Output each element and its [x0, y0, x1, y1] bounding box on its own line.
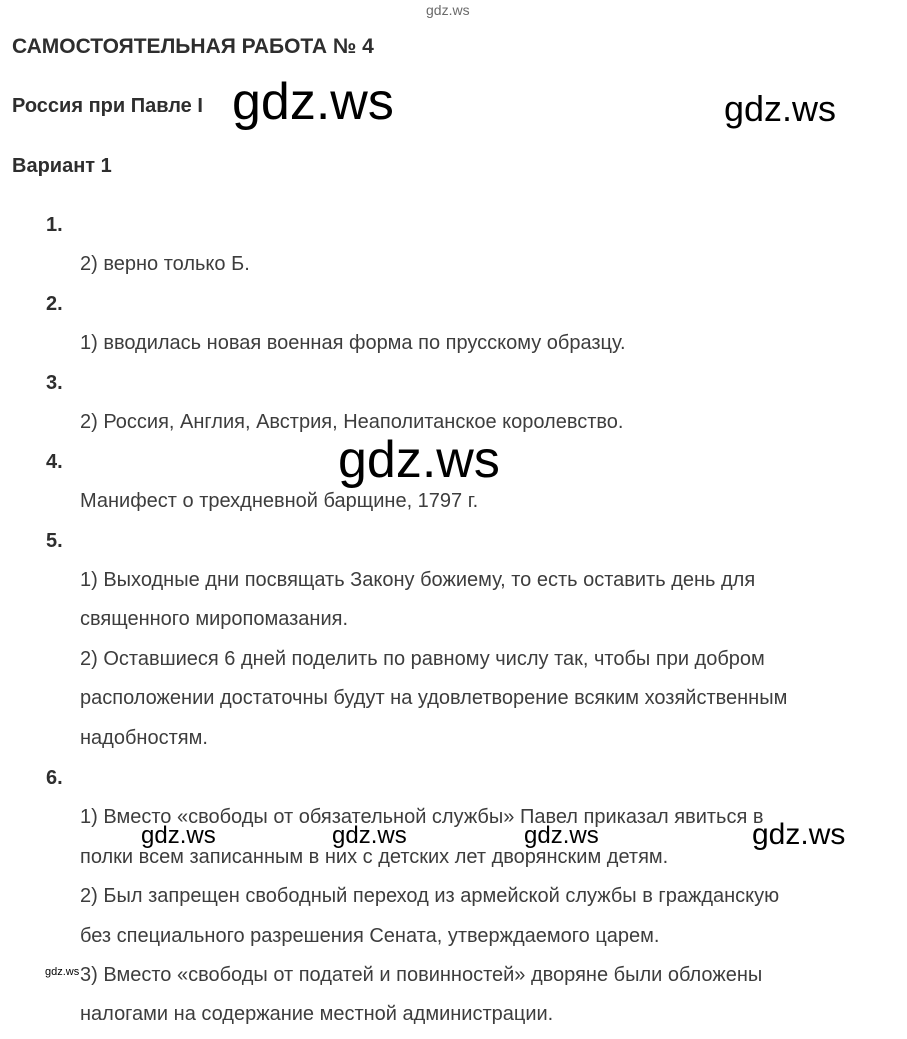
answer-6-line-1: 1) Вместо «свободы от обязательной службы» Павел приказал явиться в [80, 806, 764, 828]
answer-number-2: 2. [46, 293, 63, 315]
answer-number-5: 5. [46, 530, 63, 552]
answer-5-line-1: 1) Выходные дни посвящать Закону божиему, то есть оставить день для [80, 569, 756, 591]
answer-5-line-5: надобностям. [80, 727, 208, 749]
answer-5-line-3: 2) Оставшиеся 6 дней поделить по равному числу так, чтобы при добром [80, 648, 765, 670]
answer-number-1: 1. [46, 214, 63, 236]
watermark-row-1: gdz.ws [141, 822, 216, 849]
watermark-row-3: gdz.ws [524, 822, 599, 849]
watermark-right-header: gdz.ws [724, 88, 837, 129]
page-title: САМОСТОЯТЕЛЬНАЯ РАБОТА № 4 [12, 35, 374, 58]
answer-number-6: 6. [46, 767, 63, 789]
variant-label: Вариант 1 [12, 155, 112, 177]
watermark-row-2: gdz.ws [332, 822, 407, 849]
answer-4-line-1: Манифест о трехдневной барщине, 1797 г. [80, 490, 479, 512]
answer-number-4: 4. [46, 451, 63, 473]
answer-6-line-6: налогами на содержание местной администрации. [80, 1003, 554, 1025]
answer-3-line-1: 2) Россия, Англия, Австрия, Неаполитанское королевство. [80, 411, 624, 433]
answer-6-line-4: без специального разрешения Сената, утверждаемого царем. [80, 925, 660, 947]
watermark-large-header: gdz.ws [232, 73, 394, 131]
topic-subtitle: Россия при Павле I [12, 95, 203, 117]
answer-5-line-2: священного миропомазания. [80, 608, 348, 630]
answer-6-line-2: полки всем записанным в них с детских лет дворянским детям. [80, 846, 669, 868]
answer-6-line-5: 3) Вместо «свободы от податей и повинностей» дворяне были обложены [80, 964, 763, 986]
answer-1-line-1: 2) верно только Б. [80, 253, 250, 275]
watermark-row-4: gdz.ws [752, 818, 846, 851]
watermark-top: gdz.ws [426, 2, 470, 18]
answer-5-line-4: расположении достаточны будут на удовлетворение всяким хозяйственным [80, 687, 788, 709]
answer-2-line-1: 1) вводилась новая военная форма по прусскому образцу. [80, 332, 626, 354]
watermark-center: gdz.ws [338, 431, 500, 489]
answer-6-line-3: 2) Был запрещен свободный переход из армейской службы в гражданскую [80, 885, 780, 907]
answer-number-3: 3. [46, 372, 63, 394]
watermark-tiny: gdz.ws [45, 966, 80, 978]
